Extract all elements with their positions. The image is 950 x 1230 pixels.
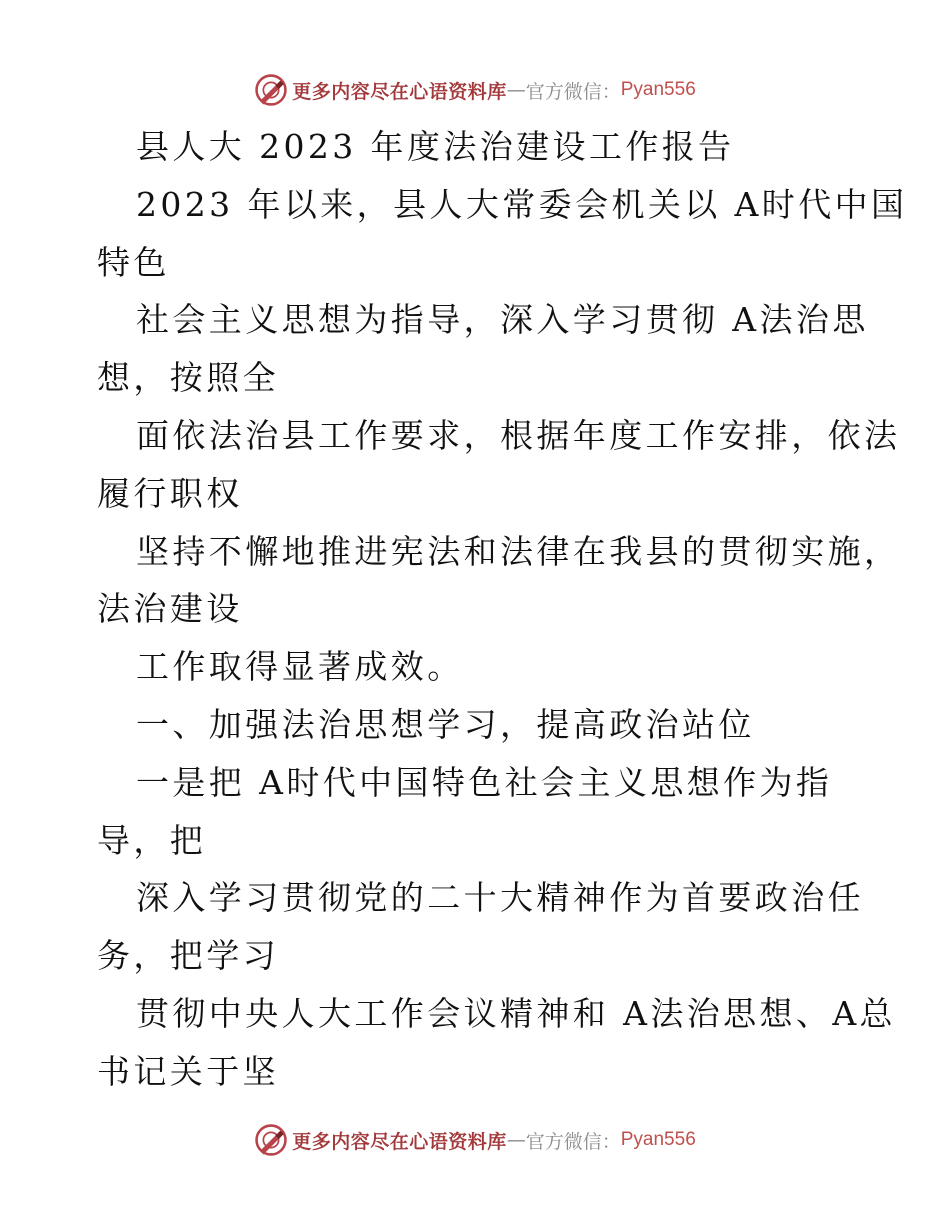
paragraph-line: 贯彻中央人大工作会议精神和 A法治思想、A总 [136,993,896,1033]
banner-slogan: 更多内容尽在心语资料库 [292,1130,507,1153]
paragraph-line: 想，按照全 [97,358,279,398]
document-body [0,118,950,1101]
paragraph-line: 法治建设 [97,589,243,629]
paragraph-line: 深入学习贯彻党的二十大精神作为首要政治任 [136,878,864,918]
banner-wechat-id: Pyan556 [620,79,696,100]
banner-wechat-label: 官方微信： [525,1130,621,1153]
paragraph-line: 一是把 A时代中国特色社会主义思想作为指 [136,762,833,802]
banner-wechat-label: 官方微信： [525,80,621,103]
paragraph-line: 特色 [97,242,170,282]
pen-logo-icon [254,1123,288,1157]
paragraph-line: 社会主义思想为指导，深入学习贯彻 A法治思 [136,300,869,340]
banner-dash: — [506,1129,526,1151]
section-heading: 一、加强法治思想学习，提高政治站位 [136,704,755,744]
footer-banner [0,1120,950,1160]
banner-slogan: 更多内容尽在心语资料库 [292,80,507,103]
document-title: 县人大 2023 年度法治建设工作报告 [136,127,735,166]
paragraph-line: 面依法治县工作要求，根据年度工作安排，依法 [136,415,901,455]
banner-dash: — [506,79,526,101]
paragraph-line: 2023 年以来，县人大常委会机关以 A时代中国 [136,184,908,224]
paragraph-line: 书记关于坚 [97,1051,279,1091]
header-banner [0,70,950,110]
pen-logo-icon [254,73,288,107]
paragraph-line: 导，把 [97,820,207,860]
paragraph-line: 工作取得显著成效。 [136,647,464,687]
paragraph-line: 坚持不懈地推进宪法和法律在我县的贯彻实施， [136,531,901,571]
banner-wechat-id: Pyan556 [620,1129,696,1150]
paragraph-line: 务，把学习 [97,936,279,976]
paragraph-line: 履行职权 [97,473,243,513]
